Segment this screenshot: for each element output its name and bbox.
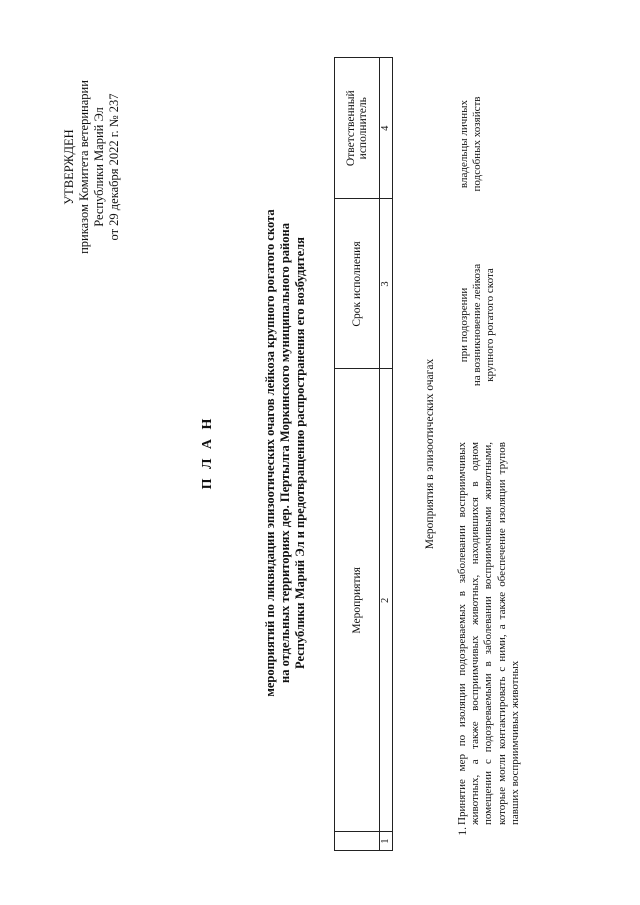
row-executor-line: владельцы личных bbox=[458, 99, 470, 189]
column-number: 3 bbox=[380, 199, 393, 369]
approval-date: от 29 декабря 2022 г. № 237 bbox=[107, 93, 121, 241]
column-number: 1 bbox=[380, 832, 393, 851]
header-cell-number bbox=[335, 832, 380, 851]
plan-table-header bbox=[334, 57, 393, 851]
plan-subtitle-line: Республики Марий Эл и предотвращению распространения его возбудителя bbox=[293, 237, 307, 669]
approval-stamp bbox=[62, 47, 122, 287]
row-executor-line: подсобных хозяйств bbox=[471, 96, 484, 192]
header-cell-measures: Мероприятия bbox=[335, 369, 380, 832]
plan-title: П Л А Н bbox=[200, 415, 215, 490]
row-measure-text: Принятие мер по изоляции подозреваемых в заболевании восприимчивых животных, а также восприимчивых животных, находившихся в одном помещении с подозреваемыми в заболевании восприимчивыми животными, которые могли контактировать с ними, а также обеспечение изоляции трупов павших восприимчивых животных bbox=[456, 442, 521, 825]
row-term bbox=[458, 245, 498, 405]
approval-republic: Республики Марий Эл bbox=[92, 107, 106, 227]
row-executor bbox=[458, 69, 484, 219]
table-column-numbers-row bbox=[380, 58, 393, 851]
header-cell-term: Срок исполнения bbox=[335, 199, 380, 369]
header-cell-executor: Ответственный исполнитель bbox=[335, 58, 380, 199]
plan-subtitle-line: на отдельных территориях дер. Пертылга Моркинского муниципального района bbox=[278, 223, 292, 683]
section-label: Мероприятия в эпизоотических очагах bbox=[424, 358, 436, 550]
approval-title: УТВЕРЖДЕН bbox=[62, 129, 76, 205]
row-term-line: крупного рогатого скота bbox=[484, 268, 497, 382]
plan-subtitle bbox=[263, 83, 308, 823]
row-term-line: при подозрении bbox=[458, 287, 470, 363]
approval-order: приказом Комитета ветеринарии bbox=[77, 80, 91, 254]
row-term-line: на возникновение лейкоза bbox=[471, 263, 484, 387]
column-number: 4 bbox=[380, 58, 393, 199]
column-number: 2 bbox=[380, 369, 393, 832]
table-header-row bbox=[335, 58, 380, 851]
plan-subtitle-line: мероприятий по ликвидации эпизоотических очагов лейкоза крупного рогатого скота bbox=[263, 209, 277, 697]
row-number: 1. bbox=[457, 827, 469, 836]
